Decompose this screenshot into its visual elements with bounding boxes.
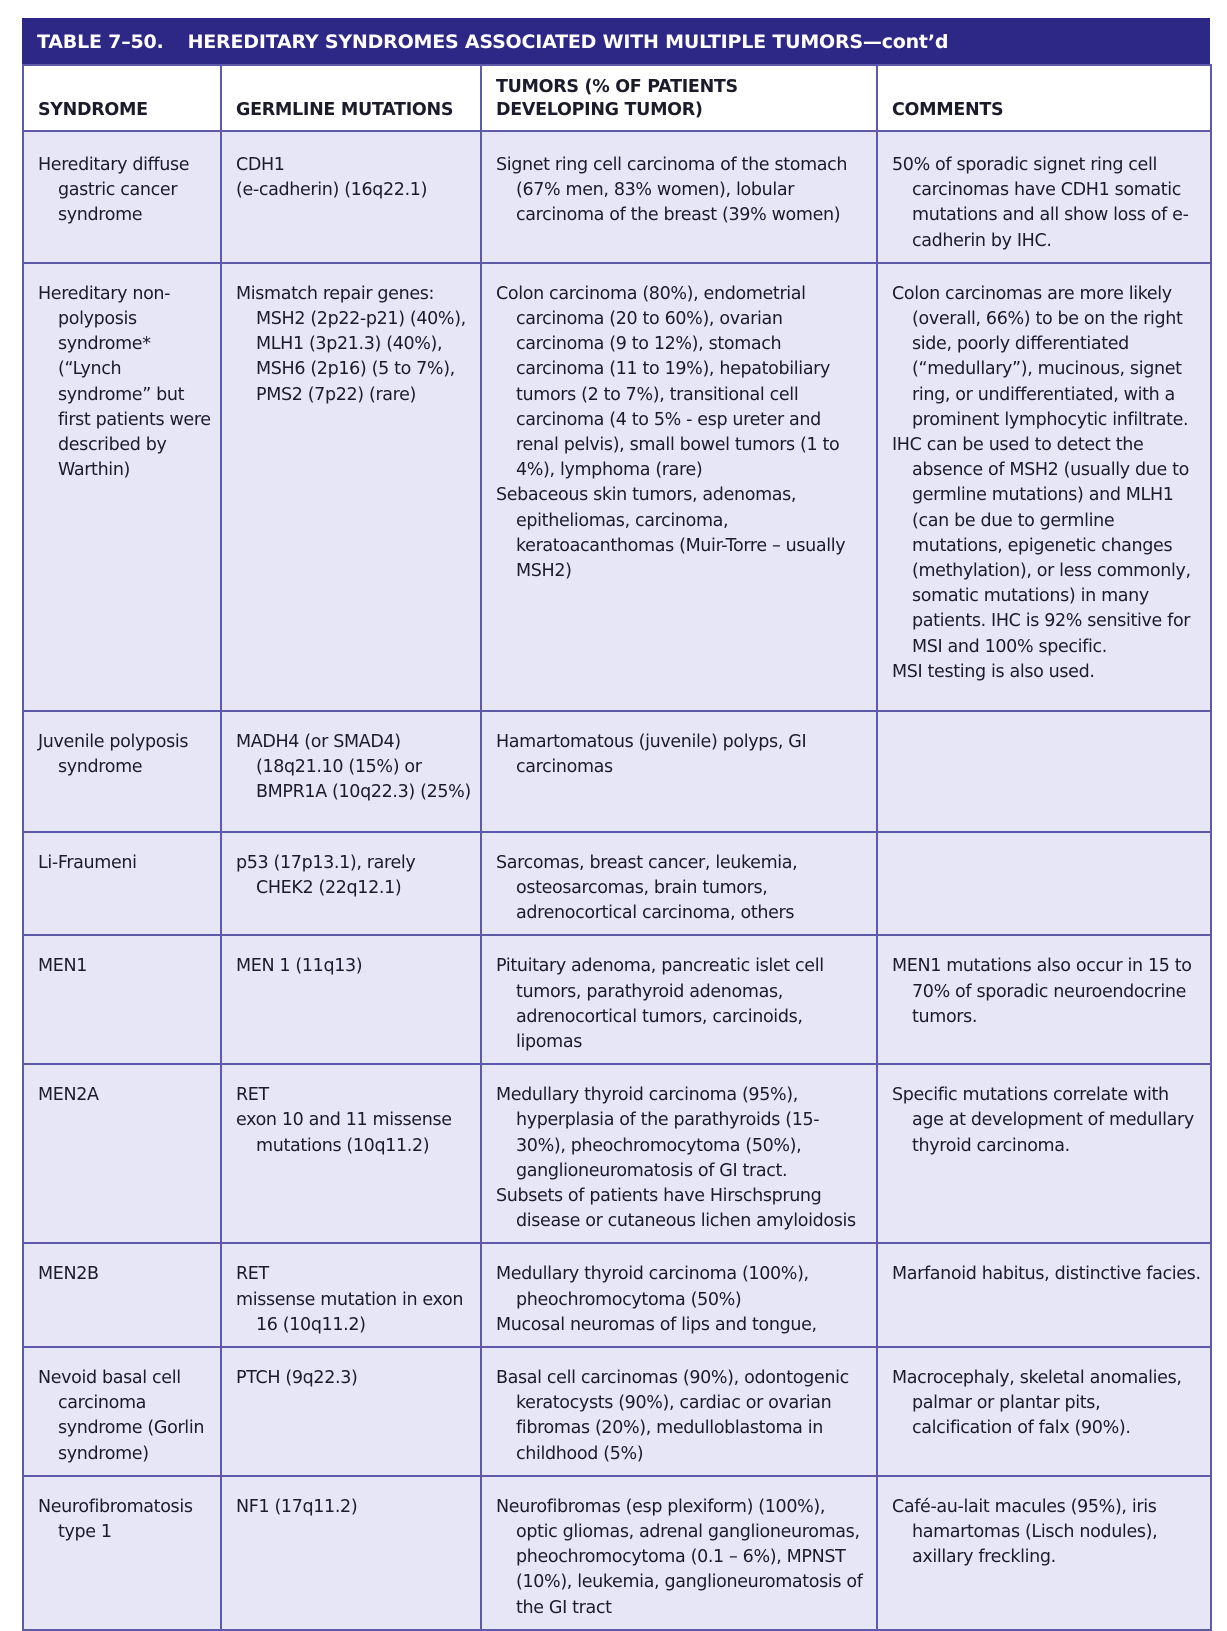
cell-tumors-text: Medullary thyroid carcinoma (100%), pheochromocytoma (50%) (496, 1264, 809, 1310)
syndromes-table (22, 64, 1212, 1631)
cell-germline-mutations-text: RET (236, 1085, 269, 1106)
header-row (23, 65, 1211, 131)
header-tumors: TUMORS (% OF PATIENTS DEVELOPING TUMOR) (481, 65, 877, 131)
cell-tumors (481, 131, 877, 263)
table-row (23, 1347, 1211, 1476)
cell-tumors-text: Hamartomatous (juvenile) polyps, GI carcinomas (496, 731, 807, 778)
table-row (23, 832, 1211, 936)
cell-germline-mutations-text: (e-cadherin) (16q22.1) (236, 180, 428, 201)
table-row (23, 1476, 1211, 1630)
cell-comments (877, 1064, 1211, 1243)
table-row (23, 1064, 1211, 1243)
cell-tumors-text: Signet ring cell carcinoma of the stomach (67% men, 83% women), lobular carcinoma of the breast (39% women) (496, 155, 848, 226)
cell-germline-mutations (221, 832, 481, 936)
table-row (23, 131, 1211, 263)
cell-germline-mutations (221, 131, 481, 263)
cell-syndrome (23, 1064, 221, 1243)
cell-tumors-text: Mucosal neuromas of lips and tongue, (496, 1314, 817, 1335)
table-number: TABLE 7–50. (37, 31, 164, 53)
cell-comments-text: Marfanoid habitus, distinctive facies. (892, 1264, 1201, 1285)
cell-tumors-text: Basal cell carcinomas (90%), odontogenic keratocysts (90%), cardiac or ovarian fibromas (20%), medulloblastoma in childhood (5%) (496, 1368, 849, 1464)
cell-tumors (481, 263, 877, 711)
cell-tumors-text: Sebaceous skin tumors, adenomas, epitheliomas, carcinoma, keratoacanthomas (Muir-Torre – usually MSH2) (496, 485, 846, 582)
cell-germline-mutations (221, 1243, 481, 1347)
cell-syndrome-text: Nevoid basal cell carcinoma syndrome (Gorlin syndrome) (38, 1368, 205, 1464)
cell-tumors (481, 711, 877, 832)
table-row (23, 263, 1211, 711)
cell-germline-mutations-text: Mismatch repair genes: MSH2 (2p22-p21) (40%), MLH1 (3p21.3) (40%), MSH6 (2p16) (5 to 7%), PMS2 (7p22) (rare) (236, 283, 466, 405)
cell-tumors-text: Subsets of patients have Hirschsprung disease or cutaneous lichen amyloidosis (496, 1186, 856, 1232)
cell-germline-mutations (221, 711, 481, 832)
cell-syndrome-text: Juvenile polyposis syndrome (38, 731, 189, 778)
cell-syndrome (23, 832, 221, 936)
cell-germline-mutations-text: RET (236, 1264, 269, 1285)
cell-germline-mutations (221, 935, 481, 1064)
table-body (23, 131, 1211, 1630)
cell-comments-text: IHC can be used to detect the absence of MSH2 (usually due to germline mutations) and MLH1 (can be due to germline mutations, epigenetic changes (methylation), or less commonly, somatic mutations) in many patients. IHC is 92% sensitive for MSI and 100% specific. (892, 435, 1191, 657)
cell-tumors-text: Colon carcinoma (80%), endometrial carcinoma (20 to 60%), ovarian carcinoma (9 to 12%), stomach carcinoma (11 to 19%), hepatobiliary tumors (2 to 7%), transitional cell carcinoma (4 to 5% - esp ureter and renal pelvis), small bowel tumors (1 to 4%), lymphoma (rare) (496, 283, 840, 481)
cell-syndrome (23, 935, 221, 1064)
cell-comments-text: Colon carcinomas are more likely (overall, 66%) to be on the right side, poorly differentiated (“medullary”), mucinous, signet ring, or undifferentiated, with a prominent lymphocytic infiltrate. (892, 283, 1189, 430)
cell-syndrome-text: Li-Fraumeni (38, 852, 137, 873)
cell-comments (877, 935, 1211, 1064)
cell-tumors-text: Pituitary adenoma, pancreatic islet cell tumors, parathyroid adenomas, adrenocortical tumors, carcinoids, lipomas (496, 956, 824, 1053)
cell-germline-mutations (221, 1064, 481, 1243)
header-comments: COMMENTS (877, 65, 1211, 131)
cell-germline-mutations (221, 1347, 481, 1476)
cell-tumors (481, 1347, 877, 1476)
cell-syndrome-text: Hereditary non-polyposis syndrome* (“Lynch syndrome” but first patients were described by Warthin) (38, 283, 211, 481)
cell-comments (877, 711, 1211, 832)
cell-tumors-text: Sarcomas, breast cancer, leukemia, osteosarcomas, brain tumors, adrenocortical carcinoma, others (496, 852, 798, 924)
cell-syndrome (23, 1243, 221, 1347)
cell-germline-mutations-text: CDH1 (236, 155, 285, 175)
table-row (23, 1243, 1211, 1347)
cell-tumors (481, 1064, 877, 1243)
cell-comments-text: 50% of sporadic signet ring cell carcinomas have CDH1 somatic mutations and all show loss of e-cadherin by IHC. (892, 155, 1189, 251)
cell-comments (877, 131, 1211, 263)
header-germline-mutations: GERMLINE MUTATIONS (221, 65, 481, 131)
cell-comments-text: Macrocephaly, skeletal anomalies, palmar or plantar pits, calcification of falx (90%). (892, 1368, 1182, 1439)
cell-syndrome-text: Neurofibromatosis type 1 (38, 1496, 193, 1543)
cell-germline-mutations-text: exon 10 and 11 missense mutations (10q11.2) (236, 1110, 452, 1156)
cell-tumors-text: Medullary thyroid carcinoma (95%), hyperplasia of the parathyroids (15-30%), pheochromocytoma (50%), ganglioneuromatosis of GI tract. (496, 1085, 820, 1181)
cell-tumors (481, 1243, 877, 1347)
cell-comments (877, 1347, 1211, 1476)
cell-germline-mutations (221, 1476, 481, 1630)
cell-syndrome-text: MEN1 (38, 956, 87, 977)
cell-germline-mutations-text: missense mutation in exon 16 (10q11.2) (236, 1289, 464, 1335)
cell-syndrome-text: Hereditary diffuse gastric cancer syndrome (38, 155, 190, 226)
cell-comments (877, 1476, 1211, 1630)
cell-syndrome (23, 131, 221, 263)
cell-tumors-text: Neurofibromas (esp plexiform) (100%), optic gliomas, adrenal ganglioneuromas, pheochromocytoma (0.1 – 6%), MPNST (10%), leukemia, ganglioneuromatosis of the GI tract (496, 1496, 863, 1618)
table-title-bar (22, 18, 1210, 64)
cell-tumors (481, 1476, 877, 1630)
cell-germline-mutations (221, 263, 481, 711)
cell-comments (877, 263, 1211, 711)
cell-comments (877, 832, 1211, 936)
cell-tumors (481, 935, 877, 1064)
table-row (23, 711, 1211, 832)
table-row (23, 935, 1211, 1064)
table-title: HEREDITARY SYNDROMES ASSOCIATED WITH MULTIPLE TUMORS—cont’d (187, 31, 949, 53)
cell-germline-mutations-text: NF1 (17q11.2) (236, 1496, 358, 1517)
cell-syndrome (23, 1476, 221, 1630)
cell-syndrome-text: MEN2B (38, 1264, 99, 1285)
cell-syndrome (23, 263, 221, 711)
header-syndrome: SYNDROME (23, 65, 221, 131)
cell-germline-mutations-text: MADH4 (or SMAD4) (18q21.10 (15%) or BMPR1A (10q22.3) (25%) (236, 731, 471, 803)
cell-comments-text: MSI testing is also used. (892, 661, 1095, 682)
cell-comments-text: Café-au-lait macules (95%), iris hamartomas (Lisch nodules), axillary freckling. (892, 1496, 1158, 1568)
cell-syndrome (23, 1347, 221, 1476)
cell-germline-mutations-text: PTCH (9q22.3) (236, 1368, 358, 1389)
table-page (22, 18, 1210, 1631)
cell-comments (877, 1243, 1211, 1347)
cell-syndrome (23, 711, 221, 832)
cell-syndrome-text: MEN2A (38, 1085, 99, 1106)
cell-comments-text: MEN1 mutations also occur in 15 to 70% of sporadic neuroendocrine tumors. (892, 956, 1192, 1027)
cell-comments-text: Specific mutations correlate with age at development of medullary thyroid carcinoma. (892, 1085, 1194, 1156)
cell-germline-mutations-text: p53 (17p13.1), rarely CHEK2 (22q12.1) (236, 852, 416, 899)
cell-germline-mutations-text: MEN 1 (11q13) (236, 956, 363, 977)
cell-tumors (481, 832, 877, 936)
